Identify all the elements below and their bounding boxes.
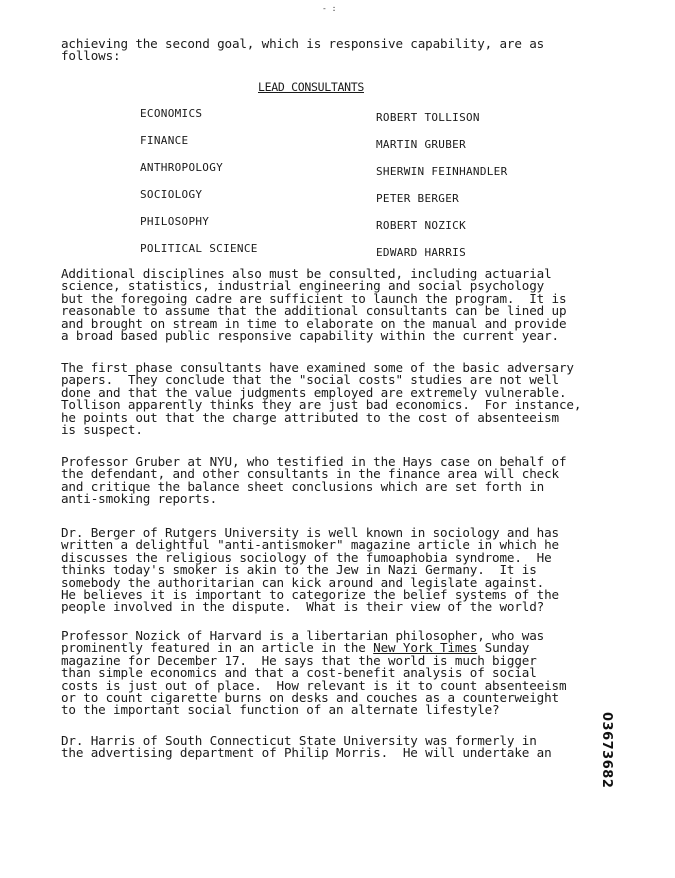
paragraph-berger: Dr. Berger of Rutgers University is well known in sociology and has written a delightful "anti-antismoker" magazine article in which he discusses the religious sociology of the fumoaphobia syndrome. He thinks today's smoker is akin to the Jew in Nazi Germany. It is somebody the authoritarian can kick around and legislate against. He believes it is important to categorize the belief systems of the people involved in the dispute. What is their view of the world?	[61, 525, 559, 615]
paragraph-harris: Dr. Harris of South Connecticut State University was formerly in the advertising department of Philip Morris. He will undertake an	[61, 733, 552, 761]
discipline: SOCIOLOGY	[140, 188, 203, 201]
bates-number: 03673682	[599, 712, 614, 789]
discipline: FINANCE	[140, 134, 189, 147]
paragraph-nozick	[61, 630, 621, 717]
discipline: ECONOMICS	[140, 107, 203, 120]
paragraph-additional-disciplines: Additional disciplines also must be consulted, including actuarial science, statistics, industrial engineering and social psychology but the foregoing cadre are sufficient to launch the program. It is reasonable to assume that the additional consultants can be lined up and brought on stream in time to elaborate on the manual and provide a broad based public responsive capability within the current year.	[61, 266, 567, 344]
consultant-name: EDWARD HARRIS	[376, 246, 466, 259]
discipline: POLITICAL SCIENCE	[140, 242, 258, 255]
nozick-line-2-pre: prominently featured in an article in the	[61, 640, 374, 656]
publication-title: New York Times	[373, 640, 478, 656]
discipline: ANTHROPOLOGY	[140, 161, 224, 174]
lead-consultants-heading: LEAD CONSULTANTS	[258, 80, 364, 94]
nozick-rest: magazine for December 17. He says that the world is much bigger than simple economics and that a cost-benefit analysis of social costs is just out of place. How relevant is it to count absenteeism or to count cigarette burns on desks and couches as a counterweight to the important social function of an alternate lifestyle?	[61, 652, 567, 718]
discipline: PHILOSOPHY	[140, 215, 210, 228]
consultant-name: ROBERT NOZICK	[376, 219, 466, 232]
nozick-line-1: Professor Nozick of Harvard is a libertarian philosopher, who was	[61, 628, 545, 643]
consultant-name: MARTIN GRUBER	[376, 138, 466, 151]
page-mark: - :	[322, 4, 337, 13]
paragraph-gruber: Professor Gruber at NYU, who testified in the Hays case on behalf of the defendant, and other consultants in the finance area will check and critique the balance sheet conclusions which are set forth in anti-smoking reports.	[61, 454, 567, 507]
nozick-line-2-post: Sunday	[477, 640, 530, 656]
consultant-name: SHERWIN FEINHANDLER	[376, 165, 508, 178]
consultant-name: PETER BERGER	[376, 192, 460, 205]
consultant-name: ROBERT TOLLISON	[376, 111, 480, 124]
paragraph-first-phase: The first phase consultants have examined some of the basic adversary papers. They conclude that the "social costs" studies are not well done and that the value judgments employed are extremely vulnerable. Tollison apparently thinks they are just bad economics. For instance, he points out that the charge attributed to the cost of absenteeism is suspect.	[61, 360, 582, 438]
intro-text: achieving the second goal, which is responsive capability, are as follows:	[61, 36, 545, 64]
